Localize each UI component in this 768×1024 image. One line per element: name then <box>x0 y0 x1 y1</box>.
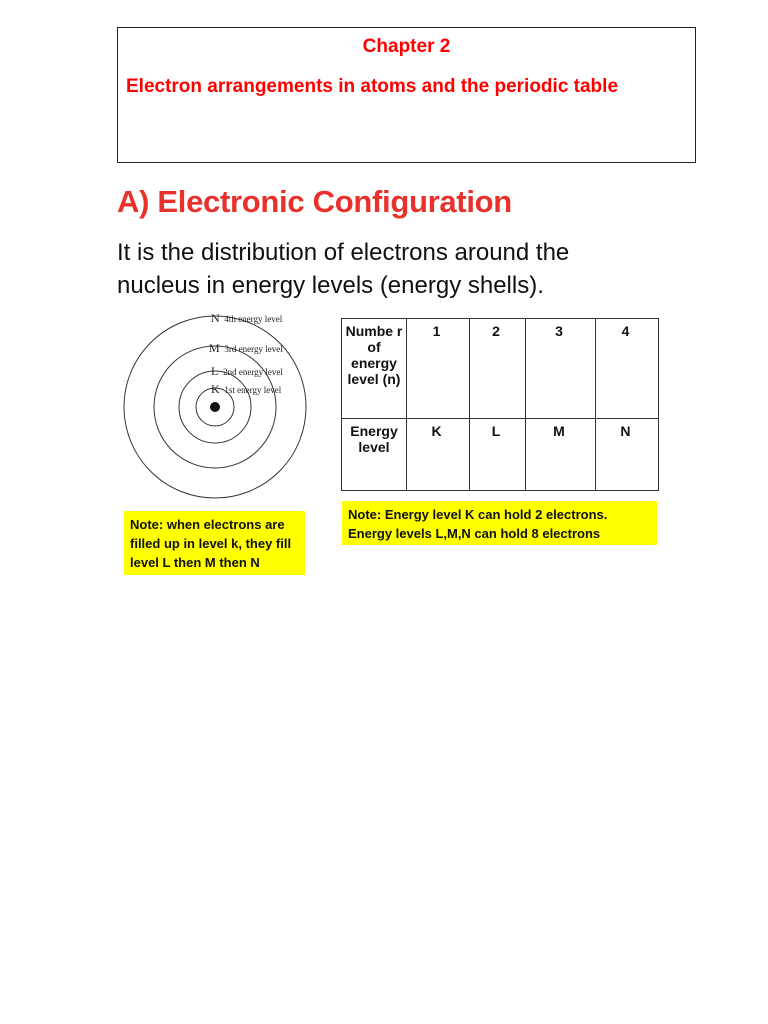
note-capacity: Note: Energy level K can hold 2 electrons. Energy levels L,M,N can hold 8 electrons <box>342 501 657 545</box>
table-cell-n: N <box>595 419 658 491</box>
note-filling-order: Note: when electrons are filled up in level k, they fill level L then M then N <box>124 511 305 575</box>
table-header-number: Numbe r of energy level (n) <box>342 319 407 419</box>
chapter-label: Chapter 2 <box>362 36 451 57</box>
level-label-k: 1st energy level <box>224 385 282 395</box>
level-label-n: 4th energy level <box>224 314 283 324</box>
energy-level-diagram <box>120 305 320 505</box>
svg-text:M 3rd energy level <box>209 341 283 355</box>
svg-text:N 4th energy level <box>211 311 283 325</box>
level-label-m: 3rd energy level <box>224 344 283 354</box>
table-row-energy-level <box>342 419 659 491</box>
table-row-number <box>342 319 659 419</box>
table-cell-n2: 2 <box>470 319 526 419</box>
intro-paragraph: It is the distribution of electrons around the nucleus in energy levels (energy shells). <box>117 239 570 299</box>
table-cell-k: K <box>407 419 470 491</box>
energy-level-table <box>341 318 659 491</box>
table-cell-n3: 3 <box>526 319 596 419</box>
nucleus <box>210 402 220 412</box>
table-header-energy-level: Energy level <box>342 419 407 491</box>
table-cell-n1: 1 <box>407 319 470 419</box>
chapter-title: Electron arrangements in atoms and the periodic table <box>126 76 619 97</box>
level-label-l: 2nd energy level <box>223 367 283 377</box>
level-letter-l: L <box>211 364 219 378</box>
svg-text:L 2nd energy level <box>211 364 283 378</box>
table-cell-m: M <box>526 419 596 491</box>
table-cell-n4: 4 <box>595 319 658 419</box>
section-heading: A) Electronic Configuration <box>117 184 512 219</box>
svg-text:K 1st energy level <box>211 382 282 396</box>
chapter-header-box <box>117 27 696 163</box>
level-letter-k: K <box>211 382 220 396</box>
level-letter-m: M <box>209 341 220 355</box>
level-letter-n: N <box>211 311 220 325</box>
table-cell-l: L <box>470 419 526 491</box>
